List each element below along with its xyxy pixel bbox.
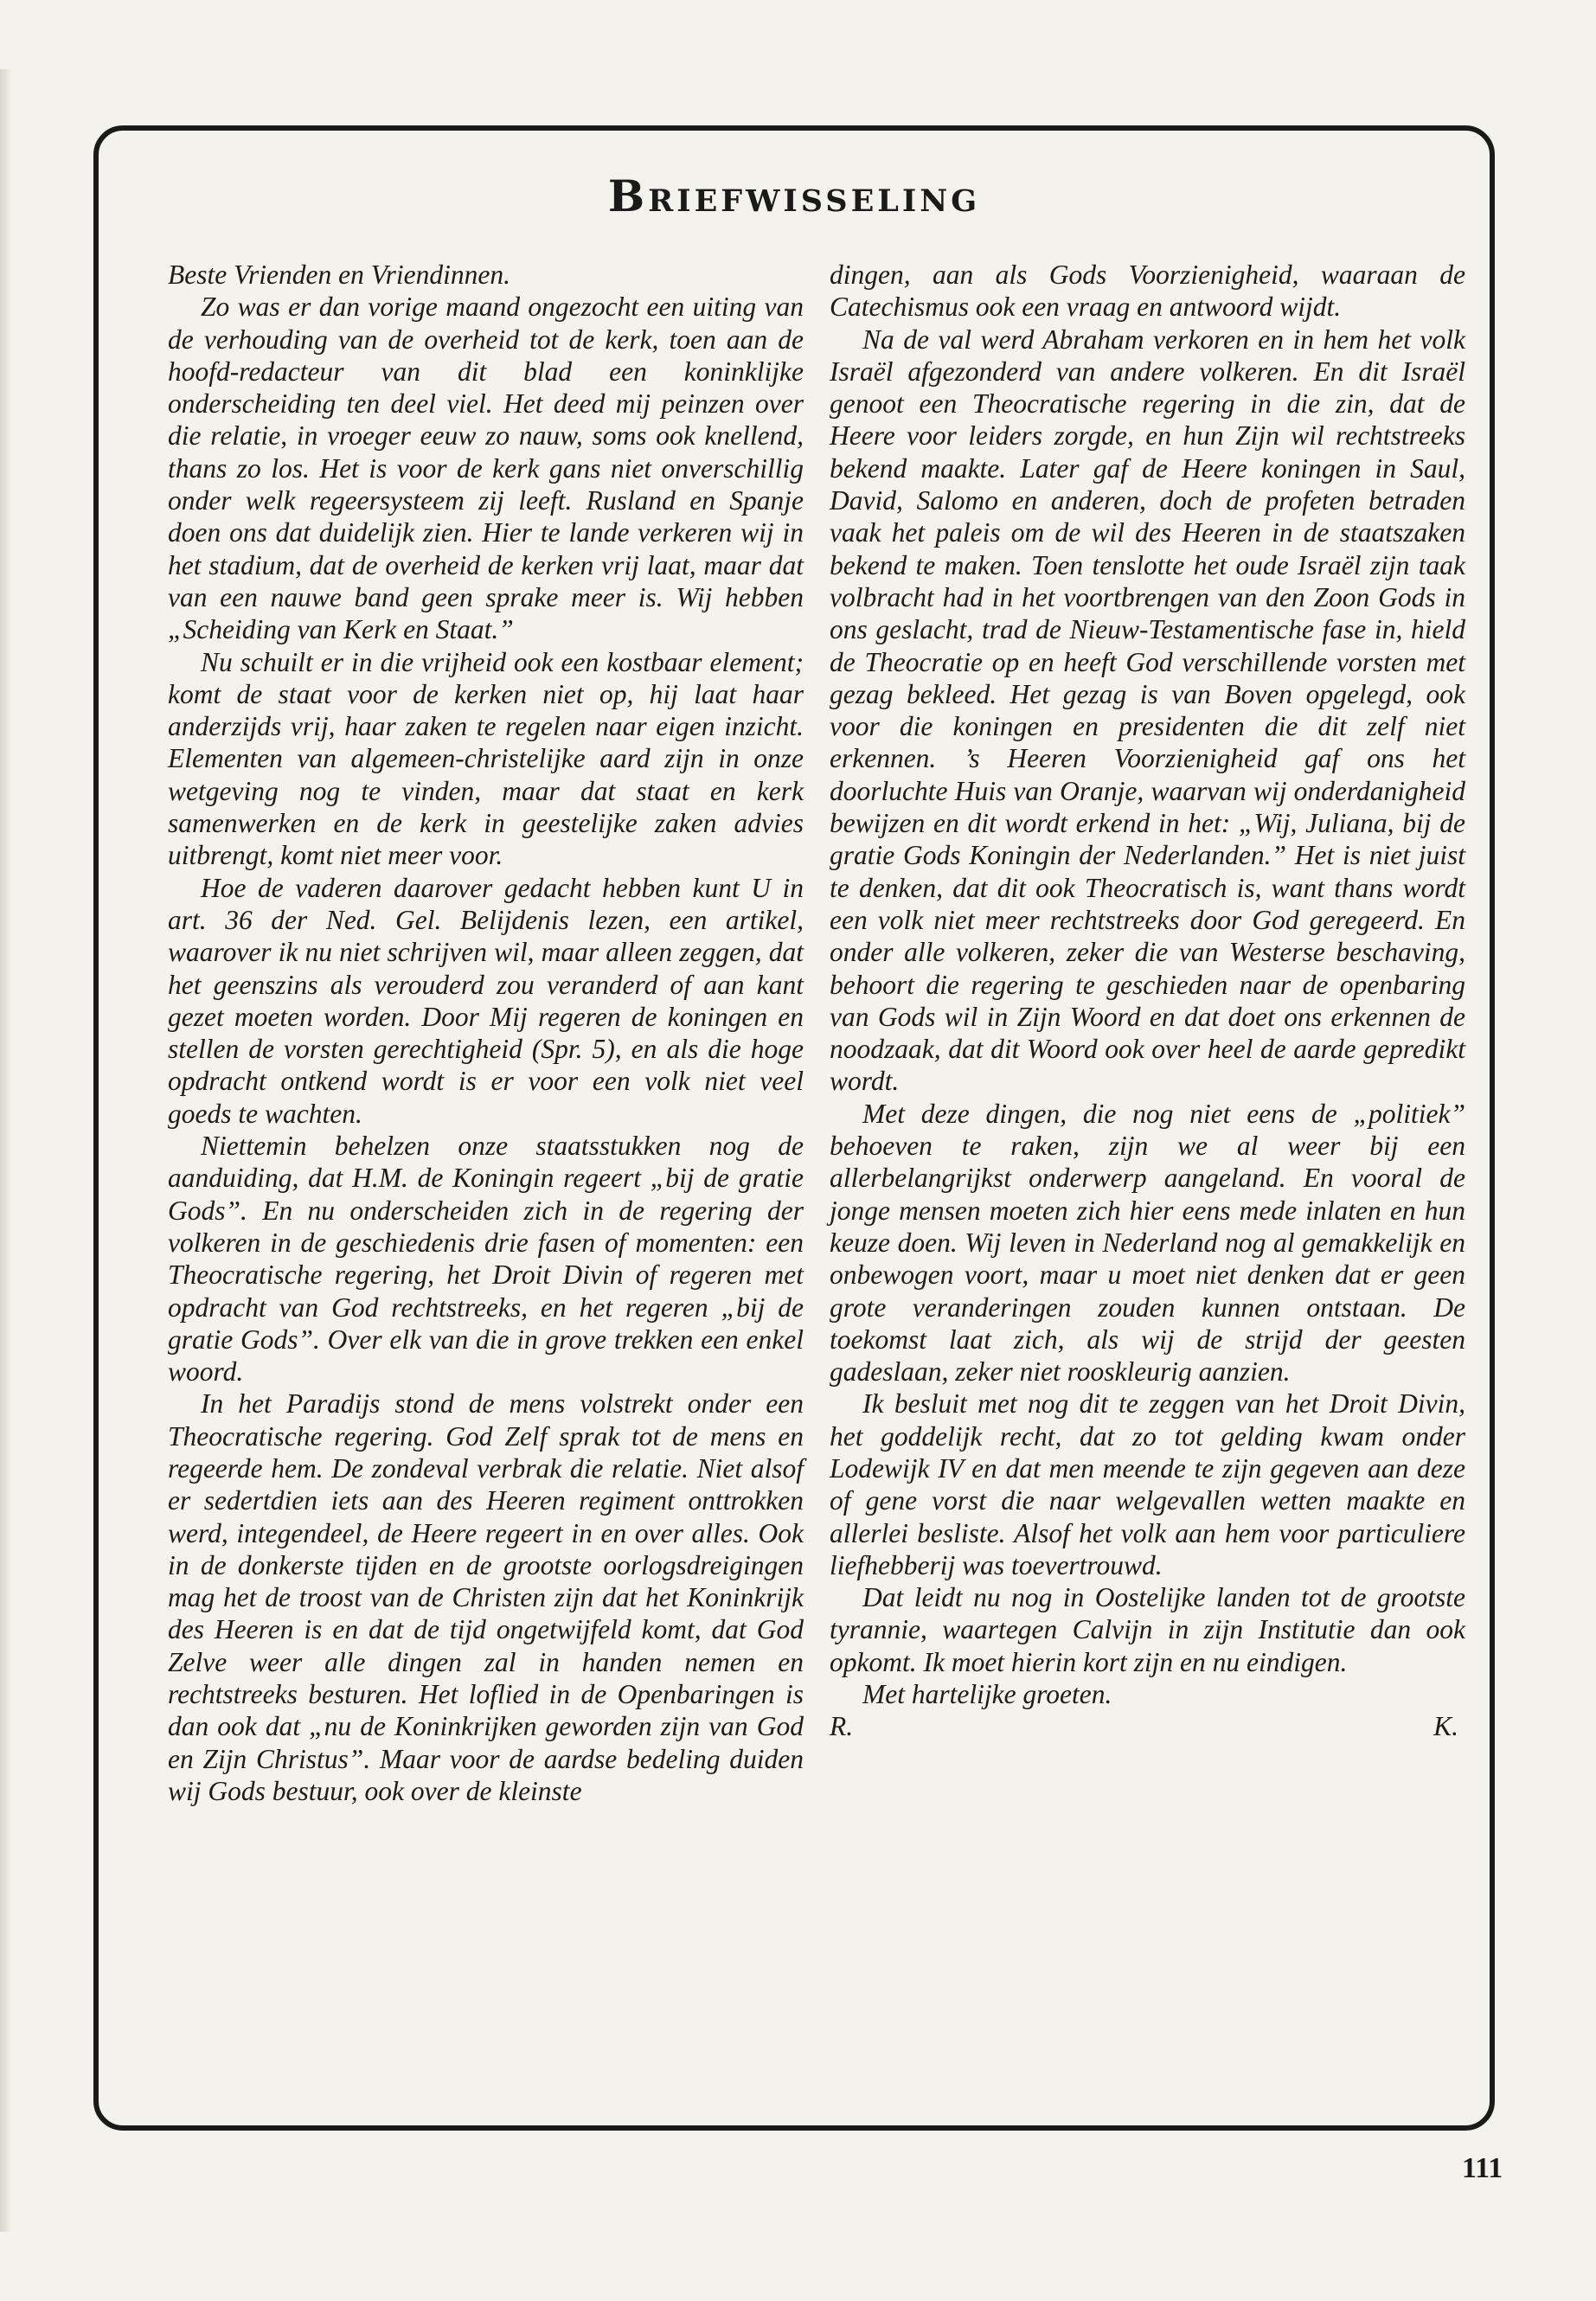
paragraph: Dat leidt nu nog in Oostelijke landen tot de grootste tyrannie, waartegen Calvijn in zijn Institutie dan ook opkomt. Ik moet hierin kort zijn en nu eindigen. xyxy=(830,1582,1465,1677)
left-column xyxy=(168,259,804,1807)
paragraph: Nu schuilt er in die vrijheid ook een kostbaar element; komt de staat voor de kerken niet op, hij laat haar anderzijds vrij, haar zaken te regelen naar eigen inzicht. Elementen van algemeen-christelijke aard zijn in onze wetgeving nog te vinden, maar dat staat en kerk samenwerken en de kerk in geestelijke zaken advies uitbrengt, komt niet meer voor. xyxy=(168,646,804,871)
signature-line xyxy=(830,1710,1465,1742)
paragraph: dingen, aan als Gods Voorzienigheid, waaraan de Catechismus ook een vraag en antwoord wijdt. xyxy=(830,260,1465,323)
paragraph: Zo was er dan vorige maand ongezocht een uiting van de verhouding van de overheid tot de kerk, toen aan de hoofd-redacteur van dit blad een koninklijke onderscheiding ten deel viel. Het deed mij peinzen over die relatie, in vroeger eeuw zo nauw, soms ook knellend, thans zo los. Het is voor de kerk gans niet onverschillig onder welk regeersysteem zij leeft. Rusland en Spanje doen ons dat duidelijk zien. Hier te lande verkeren wij in het stadium, dat de overheid de kerken vrij laat, maar dat van een nauwe band geen sprake meer is. Wij hebben „Scheiding van Kerk en Staat.” xyxy=(168,292,804,645)
signoff-initial-right: K. xyxy=(1433,1711,1458,1742)
salutation: Beste Vrienden en Vriendinnen. xyxy=(168,260,510,290)
page-title: Briefwisseling xyxy=(607,170,981,221)
paragraph: Hoe de vaderen daarover gedacht hebben kunt U in art. 36 der Ned. Gel. Belijdenis lezen, een artikel, waarover ik nu niet schrijven wil, maar alleen zeggen, dat het geenszins als verouderd zou veranderd of aan kant gezet moeten worden. Door Mij regeren de koningen en stellen de vorsten gerechtigheid (Spr. 5), en als die hoge opdracht ontkend wordt is er voor een volk niet veel goeds te wachten. xyxy=(168,872,804,1129)
signoff-initial-left: R. xyxy=(830,1711,854,1742)
paragraph: Met deze dingen, die nog niet eens de „politiek” behoeven te raken, zijn we al weer bij een allerbelangrijkst onderwerp aangeland. En vooral de jonge mensen moeten zich hier eens mede inlaten en hun keuze doen. Wij leven in Nederland nog al gemakkelijk en onbewogen voort, maar u moet niet denken dat er geen grote veranderingen zouden kunnen ontstaan. De toekomst laat zich, als wij de strijd der geesten gadeslaan, zeker niet rooskleurig aanzien. xyxy=(830,1098,1465,1388)
closing-greeting: Met hartelijke groeten. xyxy=(862,1679,1112,1710)
paragraph: Ik besluit met nog dit te zeggen van het Droit Divin, het goddelijk recht, dat zo tot gelding kwam onder Lodewijk IV en dat men meende te zijn gegeven aan deze of gene vorst die naar welgevallen wetten maakte en allerlei besliste. Alsof het volk aan hem voor particuliere liefhebberij was toevertrouwd. xyxy=(830,1388,1465,1580)
right-column xyxy=(830,259,1465,1743)
paragraph: Na de val werd Abraham verkoren en in hem het volk Israël afgezonderd van andere volkeren. En dit Israël genoot een Theocratische regering in die zin, dat de Heere voor leiders zorgde, en hun Zijn wil rechtstreeks bekend maakte. Later gaf de Heere koningen in Saul, David, Salomo en anderen, doch de profeten betraden vaak het paleis om de wil des Heeren in de staatszaken bekend te maken. Toen tenslotte het oude Israël zijn taak volbracht had in het voortbrengen van den Zoon Gods in ons geslacht, trad de Nieuw-Testamentische fase in, hield de Theocratie op en heeft God verschillende vorsten met gezag bekleed. Het gezag is van Boven opgelegd, ook voor die koningen en presidenten die dit zelf niet erkennen. ’s Heeren Voorzienigheid gaf ons het doorluchte Huis van Oranje, waarvan wij onderdanigheid bewijzen en dit wordt erkend in het: „Wij, Juliana, bij de gratie Gods Koningin der Nederlanden.” Het is niet juist te denken, dat dit ook Theocratisch is, want thans wordt een volk niet meer rechtstreeks door God geregeerd. En onder alle volkeren, zeker die van Westerse beschaving, behoort die regering te geschieden naar de openbaring van Gods wil in Zijn Woord en dat doet ons erkennen de noodzaak, dat dit Woord ook over heel de aarde gepredikt wordt. xyxy=(830,324,1465,1097)
page-number: 111 xyxy=(1462,2152,1503,2184)
letter-frame xyxy=(93,125,1495,2131)
paragraph: Niettemin behelzen onze staatsstukken nog de aanduiding, dat H.M. de Koningin regeert „bij de gratie Gods”. En nu onderscheiden zich in de regering der volkeren in de geschiedenis drie fasen of momenten: een Theocratische regering, het Droit Divin of regeren met opdracht van God rechtstreeks, en het regeren „bij de gratie Gods”. Over elk van die in grove trekken een enkel woord. xyxy=(168,1131,804,1388)
page-edge-shadow xyxy=(0,69,12,2232)
paragraph: In het Paradijs stond de mens volstrekt onder een Theocratische regering. God Zelf sprak tot de mens en regeerde hem. De zondeval verbrak die relatie. Niet alsof er sedertdien iets aan des Heeren regiment onttrokken werd, integendeel, de Heere regeert in en over alles. Ook in de donkerste tijden en de grootste oorlogsdreigingen mag het de troost van de Christen zijn dat het Koninkrijk des Heeren is en dat de tijd ongetwijfeld komt, dat God Zelve weer alle dingen zal in handen nemen en rechtstreeks besturen. Het loflied in de Openbaringen is dan ook dat „nu de Koninkrijken geworden zijn van God en Zijn Christus”. Maar voor de aardse bedeling duiden wij Gods bestuur, ook over de kleinste xyxy=(168,1388,804,1806)
